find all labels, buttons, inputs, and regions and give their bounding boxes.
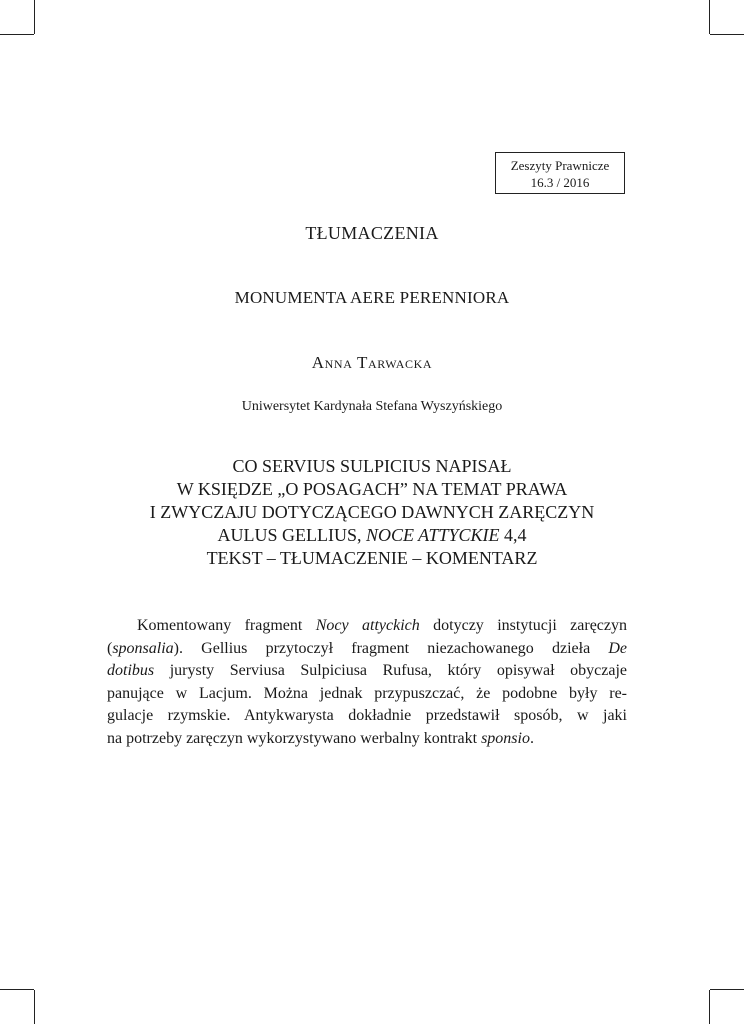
- crop-mark-top-right-vertical: [709, 0, 710, 34]
- author-name: Anna Tarwacka: [311, 353, 433, 372]
- abstract-text: jurysty Serviusa Sulpiciusa Rufusa, który opisywał obyczaje: [154, 662, 627, 679]
- article-title-line-5: TEKST – TŁUMACZENIE – KOMENTARZ: [206, 548, 538, 568]
- abstract-text: (: [107, 639, 113, 657]
- article-title-line-2: W KSIĘDZE „O POSAGACH” NA TEMAT PRAWA: [176, 479, 568, 499]
- abstract-text: .: [529, 729, 534, 747]
- crop-mark-bottom-left-vertical: [34, 990, 35, 1024]
- abstract-italic: sponsalia: [112, 639, 174, 657]
- journal-name: Zeszyty Prawnicze: [510, 158, 610, 173]
- abstract-text: Komentowany fragment: [137, 617, 316, 634]
- journal-issue: 16.3 / 2016: [530, 175, 590, 190]
- abstract-italic: sponsio: [481, 729, 530, 747]
- article-title-line-4-prefix: AULUS GELLIUS,: [217, 525, 366, 545]
- crop-mark-bottom-right-vertical: [709, 990, 710, 1024]
- journal-info-box: [495, 152, 625, 194]
- abstract-text: na potrzeby zaręczyn wykorzystywano werbalny kontrakt: [107, 729, 482, 747]
- crop-mark-bottom-left-horizontal: [0, 989, 34, 990]
- crop-mark-top-right-horizontal: [710, 34, 744, 35]
- abstract-italic: dotibus: [107, 662, 155, 679]
- abstract-line-3: [107, 660, 627, 683]
- article-title-line-1: CO SERVIUS SULPICIUS NAPISAŁ: [232, 456, 512, 476]
- abstract-line-4: panujące w Lacjum. Można jednak przypuszczać, że podobne były re-: [107, 684, 627, 702]
- article-title-line-3: I ZWYCZAJU DOTYCZĄCEGO DAWNYCH ZARĘCZYN: [149, 502, 595, 522]
- crop-mark-top-left-horizontal: [0, 34, 34, 35]
- series-title: MONUMENTA AERE PERENNIORA: [234, 288, 510, 307]
- article-title: [100, 455, 644, 570]
- abstract-text: dotyczy instytucji zaręczyn: [419, 617, 627, 634]
- abstract-paragraph: [107, 615, 627, 750]
- author-affiliation: Uniwersytet Kardynała Stefana Wyszyńskiego: [241, 399, 503, 414]
- abstract-line-1: [107, 615, 627, 638]
- abstract-line-2: [107, 638, 627, 661]
- section-title: TŁUMACZENIA: [305, 223, 439, 243]
- abstract-italic: Nocy attyckich: [315, 617, 420, 634]
- article-title-line-4-italic: NOCE ATTYCKIE: [365, 525, 500, 545]
- abstract-line-6: [107, 728, 627, 751]
- crop-mark-top-left-vertical: [34, 0, 35, 34]
- abstract-text: ). Gellius przytoczył fragment niezachowanego dzieła: [173, 639, 609, 657]
- crop-mark-bottom-right-horizontal: [710, 989, 744, 990]
- article-title-line-4-suffix: 4,4: [499, 525, 527, 545]
- article-title-line-4: [100, 524, 644, 547]
- abstract-line-5: gulacje rzymskie. Antykwarysta dokładnie przedstawił sposób, w jaki: [107, 707, 627, 724]
- abstract-italic: De: [608, 639, 627, 657]
